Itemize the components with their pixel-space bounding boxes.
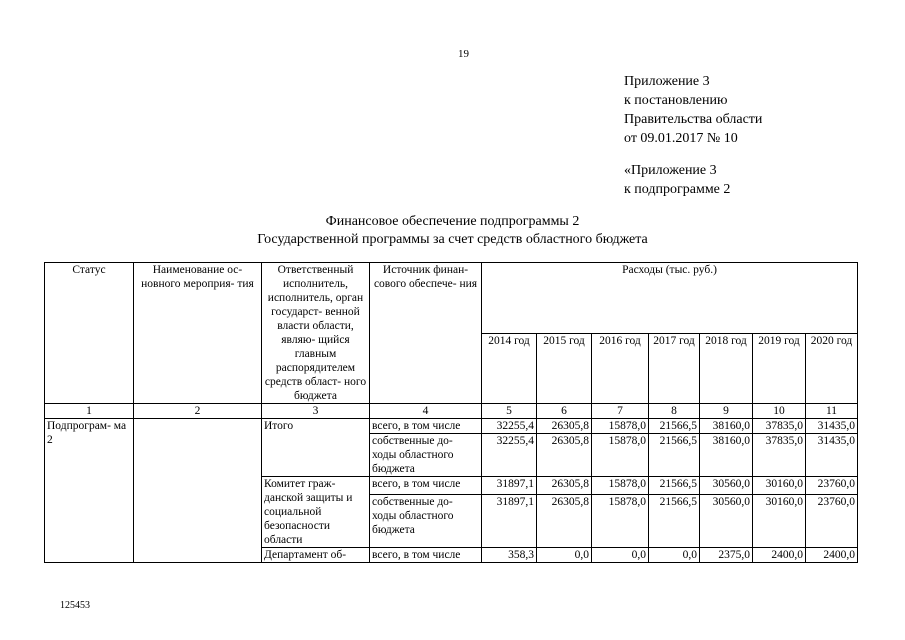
value-cell: 15878,0 <box>592 477 649 495</box>
executor-cell: Департамент об- <box>262 548 370 563</box>
value-cell: 0,0 <box>592 548 649 563</box>
value-cell: 26305,8 <box>537 434 592 477</box>
value-cell: 0,0 <box>537 548 592 563</box>
value-cell: 15878,0 <box>592 419 649 434</box>
header-year: 2018 год <box>700 333 753 404</box>
source-cell: собственные до- ходы областного бюджета <box>370 434 482 477</box>
appendix-line: Правительства области <box>624 112 763 127</box>
value-cell: 38160,0 <box>700 434 753 477</box>
footer-code: 125453 <box>60 600 90 611</box>
status-cell: Подпрограм- ма 2 <box>45 419 134 563</box>
source-cell: всего, в том числе <box>370 419 482 434</box>
table-row <box>45 419 858 434</box>
column-index: 10 <box>753 404 806 419</box>
header-year: 2020 год <box>806 333 858 404</box>
column-index: 7 <box>592 404 649 419</box>
value-cell: 2400,0 <box>753 548 806 563</box>
column-index: 1 <box>45 404 134 419</box>
subprogram-appendix-block <box>624 161 730 199</box>
value-cell: 26305,8 <box>537 419 592 434</box>
value-cell: 30560,0 <box>700 477 753 495</box>
value-cell: 26305,8 <box>537 495 592 548</box>
column-index-row <box>45 404 858 419</box>
header-expenses: Расходы (тыс. руб.) <box>482 263 858 334</box>
value-cell: 15878,0 <box>592 434 649 477</box>
executor-cell: Комитет граж- данской защиты и социальной безопасности области <box>262 477 370 548</box>
header-status: Статус <box>45 263 134 404</box>
column-index: 8 <box>649 404 700 419</box>
value-cell: 37835,0 <box>753 434 806 477</box>
value-cell: 2375,0 <box>700 548 753 563</box>
appendix-line: «Приложение 3 <box>624 163 717 178</box>
value-cell: 30160,0 <box>753 495 806 548</box>
source-cell: всего, в том числе <box>370 548 482 563</box>
value-cell: 31435,0 <box>806 434 858 477</box>
value-cell: 30560,0 <box>700 495 753 548</box>
value-cell: 31435,0 <box>806 419 858 434</box>
appendix-line: к подпрограмме 2 <box>624 182 731 197</box>
header-year: 2017 год <box>649 333 700 404</box>
appendix-block <box>624 72 762 148</box>
column-index: 11 <box>806 404 858 419</box>
value-cell: 26305,8 <box>537 477 592 495</box>
column-index: 9 <box>700 404 753 419</box>
value-cell: 31897,1 <box>482 477 537 495</box>
value-cell: 21566,5 <box>649 477 700 495</box>
page-number: 19 <box>458 48 469 60</box>
title-line-1: Финансовое обеспечение подпрограммы 2 <box>325 214 580 229</box>
header-measure: Наименование ос- новного мероприя- тия <box>134 263 262 404</box>
title-line-2: Государственной программы за счет средств областного бюджета <box>257 232 648 247</box>
document-title <box>0 213 905 249</box>
header-year: 2019 год <box>753 333 806 404</box>
value-cell: 32255,4 <box>482 419 537 434</box>
header-row <box>45 263 858 334</box>
value-cell: 31897,1 <box>482 495 537 548</box>
source-cell: собственные до- ходы областного бюджета <box>370 495 482 548</box>
value-cell: 32255,4 <box>482 434 537 477</box>
appendix-line: к постановлению <box>624 93 728 108</box>
header-year: 2016 год <box>592 333 649 404</box>
appendix-line: от 09.01.2017 № 10 <box>624 131 738 146</box>
column-index: 5 <box>482 404 537 419</box>
value-cell: 23760,0 <box>806 477 858 495</box>
value-cell: 21566,5 <box>649 495 700 548</box>
column-index: 3 <box>262 404 370 419</box>
appendix-line: Приложение 3 <box>624 74 710 89</box>
measure-cell <box>134 419 262 563</box>
header-source: Источник финан- сового обеспече- ния <box>370 263 482 404</box>
value-cell: 38160,0 <box>700 419 753 434</box>
value-cell: 37835,0 <box>753 419 806 434</box>
financing-table <box>44 262 858 563</box>
header-year: 2015 год <box>537 333 592 404</box>
column-index: 6 <box>537 404 592 419</box>
column-index: 4 <box>370 404 482 419</box>
value-cell: 15878,0 <box>592 495 649 548</box>
source-cell: всего, в том числе <box>370 477 482 495</box>
value-cell: 30160,0 <box>753 477 806 495</box>
value-cell: 358,3 <box>482 548 537 563</box>
value-cell: 2400,0 <box>806 548 858 563</box>
value-cell: 21566,5 <box>649 419 700 434</box>
header-year: 2014 год <box>482 333 537 404</box>
value-cell: 0,0 <box>649 548 700 563</box>
column-index: 2 <box>134 404 262 419</box>
header-executor: Ответственный исполнитель, исполнитель, орган государст- венной власти области, являю- щийся главным распорядителем средств област- ного бюджета <box>262 263 370 404</box>
executor-cell: Итого <box>262 419 370 477</box>
value-cell: 21566,5 <box>649 434 700 477</box>
value-cell: 23760,0 <box>806 495 858 548</box>
